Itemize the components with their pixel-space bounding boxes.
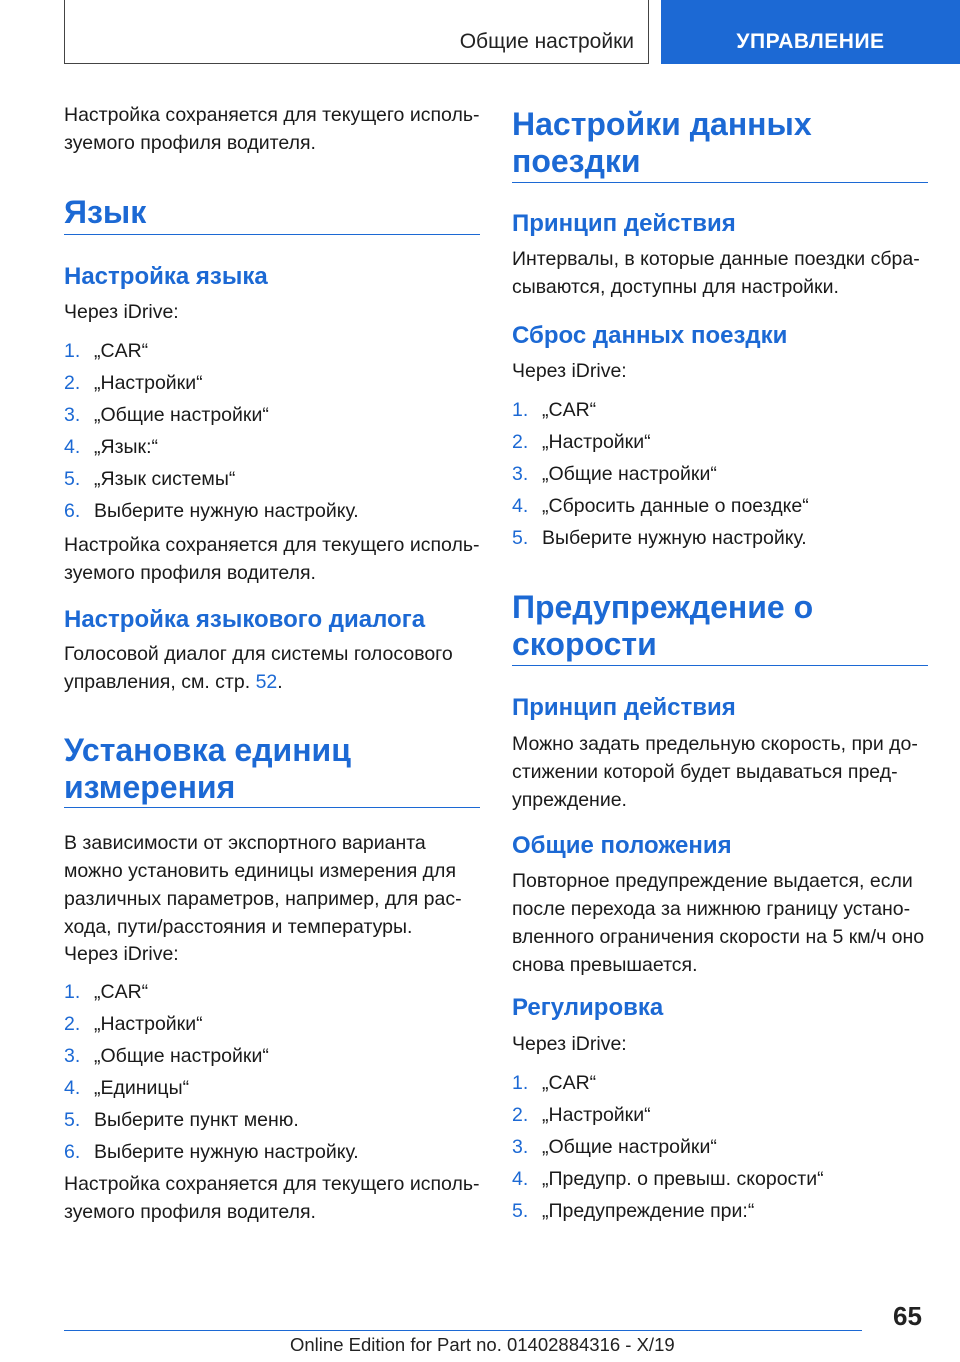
- header-chapter-tab: [661, 0, 960, 64]
- footer-rule: [64, 1330, 862, 1331]
- dialog-text-line-1: Голосовой диалог для системы голосового: [64, 643, 453, 665]
- trip-reset-heading: Сброс данных поездки: [512, 322, 788, 349]
- units-note-line-1: Настройка сохраняется для текущего исполь-: [64, 1173, 480, 1195]
- speed-general-heading: Общие положения: [512, 832, 732, 859]
- page-number: 65: [893, 1301, 922, 1331]
- speed-general-line-4: снова превышается.: [512, 954, 698, 976]
- trip-reset-via: Через iDrive:: [512, 360, 627, 382]
- trip-heading-line-2: поездки: [512, 143, 641, 179]
- speed-rule: [512, 665, 928, 666]
- speed-principle-heading: Принцип действия: [512, 694, 736, 721]
- speed-general-line-1: Повторное предупреждение выдается, если: [512, 870, 913, 892]
- trip-heading-line-1: Настройки данных: [512, 106, 812, 142]
- units-text-line-4: хода, пути/расстояния и температуры.: [64, 916, 413, 938]
- speed-heading-line-2: скорости: [512, 626, 657, 662]
- language-note-line-2: зуемого профиля водителя.: [64, 562, 316, 584]
- units-heading-line-1: Установка единиц: [64, 732, 351, 768]
- trip-principle-line-1: Интервалы, в которые данные поездки сбра-: [512, 248, 920, 270]
- language-heading: Язык: [64, 194, 147, 230]
- dialog-text-line-2: управления, см. стр. 52.: [64, 671, 283, 693]
- speed-general-line-2: после перехода за нижнюю границу устано-: [512, 898, 911, 920]
- units-text-line-2: можно установить единицы измерения для: [64, 860, 456, 882]
- language-setting-heading: Настройка языка: [64, 263, 268, 290]
- units-via: Через iDrive:: [64, 943, 179, 965]
- speed-principle-line-3: упреждение.: [512, 789, 627, 811]
- language-setting-via: Через iDrive:: [64, 301, 179, 323]
- header-chapter-title: УПРАВЛЕНИЕ: [736, 30, 885, 53]
- language-note-line-1: Настройка сохраняется для текущего исполь-: [64, 534, 480, 556]
- trip-principle-heading: Принцип действия: [512, 210, 736, 237]
- intro-line-2: зуемого профиля водителя.: [64, 132, 316, 154]
- trip-principle-line-2: сываются, доступны для настройки.: [512, 276, 839, 298]
- speed-principle-line-2: стижении которой будет выдаваться пред-: [512, 761, 898, 783]
- speed-adjust-via: Через iDrive:: [512, 1033, 627, 1055]
- speed-adjust-heading: Регулировка: [512, 994, 664, 1021]
- language-rule: [64, 234, 480, 235]
- language-dialog-heading: Настройка языкового диалога: [64, 606, 426, 633]
- header-section-title: Общие настройки: [459, 30, 634, 53]
- trip-rule: [512, 182, 928, 183]
- units-text-line-1: В зависимости от экспортного варианта: [64, 832, 426, 854]
- units-heading-line-2: измерения: [64, 769, 236, 805]
- units-text-line-3: различных параметров, например, для рас-: [64, 888, 462, 910]
- speed-principle-line-1: Можно задать предельную скорость, при до-: [512, 733, 918, 755]
- page-reference-link[interactable]: 52: [255, 671, 278, 693]
- units-rule: [64, 807, 480, 808]
- units-note-line-2: зуемого профиля водителя.: [64, 1201, 316, 1223]
- header-section-tab: [64, 0, 649, 64]
- footer-edition: Online Edition for Part no. 01402884316 - X/19: [290, 1334, 675, 1355]
- intro-line-1: Настройка сохраняется для текущего исполь-: [64, 104, 480, 126]
- speed-heading-line-1: Предупреждение о: [512, 589, 814, 625]
- speed-general-line-3: вленного ограничения скорости на 5 км/ч оно: [512, 926, 925, 948]
